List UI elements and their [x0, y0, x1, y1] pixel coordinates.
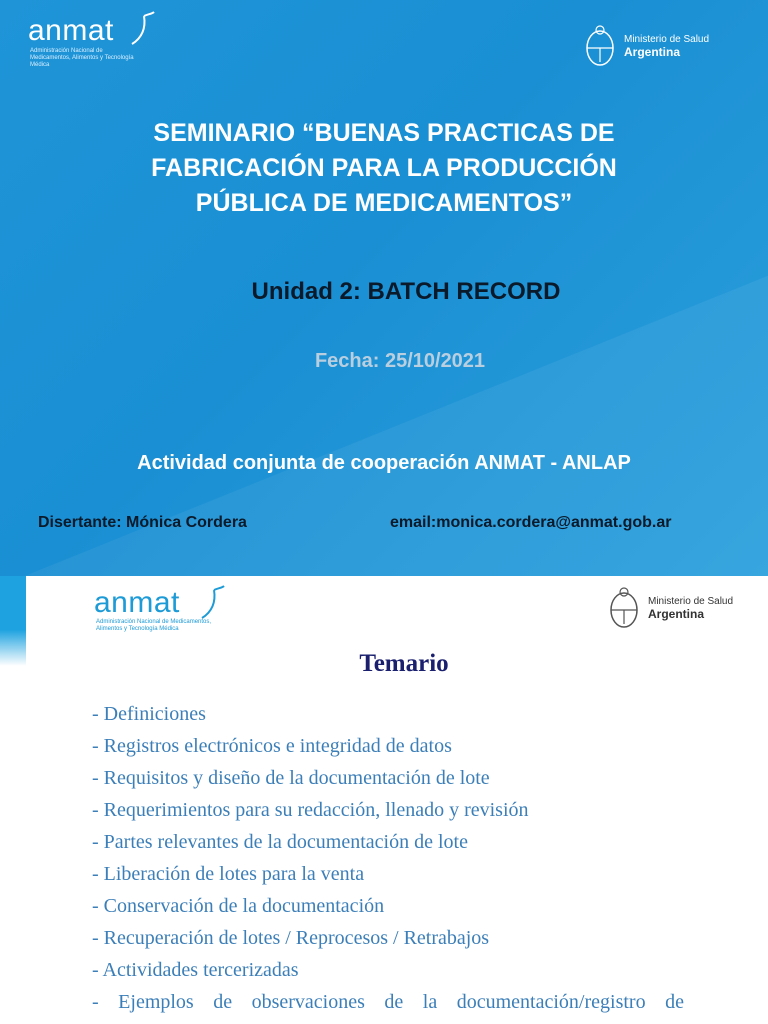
argentina-shield-icon	[608, 586, 640, 630]
list-item: - Conservación de la documentación	[92, 895, 385, 917]
ministry-logo	[584, 22, 709, 70]
email-text: email:monica.cordera@anmat.gob.ar	[390, 514, 672, 531]
word: de	[384, 991, 404, 1013]
ministry-logo	[608, 584, 733, 632]
list-item: - Recuperación de lotes / Reprocesos / Retrabajos	[92, 927, 490, 949]
logo-subtitle: Administración Nacional de Medicamentos, Alimentos y Tecnología Médica	[96, 619, 212, 632]
ministry-line1: Ministerio de Salud	[648, 595, 734, 607]
logo-swoosh-icon	[198, 584, 228, 624]
word: de	[213, 991, 233, 1013]
logo-wordmark: anmat	[94, 586, 180, 619]
speaker-text: Disertante: Mónica Cordera	[38, 514, 247, 531]
word: de	[665, 991, 684, 1013]
agenda-list	[92, 698, 692, 1018]
argentina-shield-icon	[584, 24, 616, 68]
list-item: - Definiciones	[92, 703, 206, 725]
list-item: - Actividades tercerizadas	[92, 959, 299, 981]
logo-wordmark: anmat	[28, 14, 114, 47]
ministry-line1: Ministerio de Salud	[624, 33, 710, 45]
ministry-text	[648, 595, 733, 622]
word: Ejemplos	[118, 991, 194, 1013]
list-item: - Registros electrónicos e integridad de datos	[92, 735, 452, 757]
list-item: - Liberación de lotes para la venta	[92, 863, 365, 885]
agenda-slide	[0, 576, 768, 1024]
logo-swoosh-icon	[128, 10, 158, 50]
list-item-justified	[92, 986, 684, 1018]
activity-text: Actividad conjunta de cooperación ANMAT - ANLAP	[137, 452, 631, 474]
word: documentación/registro	[456, 991, 646, 1013]
anmat-logo	[94, 586, 244, 646]
ministry-text	[624, 33, 709, 60]
seminar-title: SEMINARIO “BUENAS PRACTICAS DE FABRICACIÓN PARA LA PRODUCCIÓN PÚBLICA DE MEDICAMENTOS”	[151, 119, 617, 217]
word: la	[422, 991, 438, 1013]
word: -	[92, 991, 99, 1013]
list-item: - Requerimientos para su redacción, llenado y revisión	[92, 799, 529, 821]
logo-subtitle: Administración Nacional de Medicamentos, Alimentos y Tecnología Médica	[30, 48, 134, 68]
ministry-line2: Argentina	[624, 44, 681, 59]
anmat-logo	[28, 14, 168, 74]
list-item: - Requisitos y diseño de la documentación de lote	[92, 767, 490, 789]
ministry-line2: Argentina	[648, 606, 705, 621]
unit-title: Unidad 2: BATCH RECORD	[251, 278, 561, 305]
date-text: Fecha: 25/10/2021	[314, 350, 486, 372]
list-item: - Partes relevantes de la documentación de lote	[92, 831, 468, 853]
agenda-heading: Temario	[359, 650, 449, 677]
word: observaciones	[251, 991, 365, 1013]
